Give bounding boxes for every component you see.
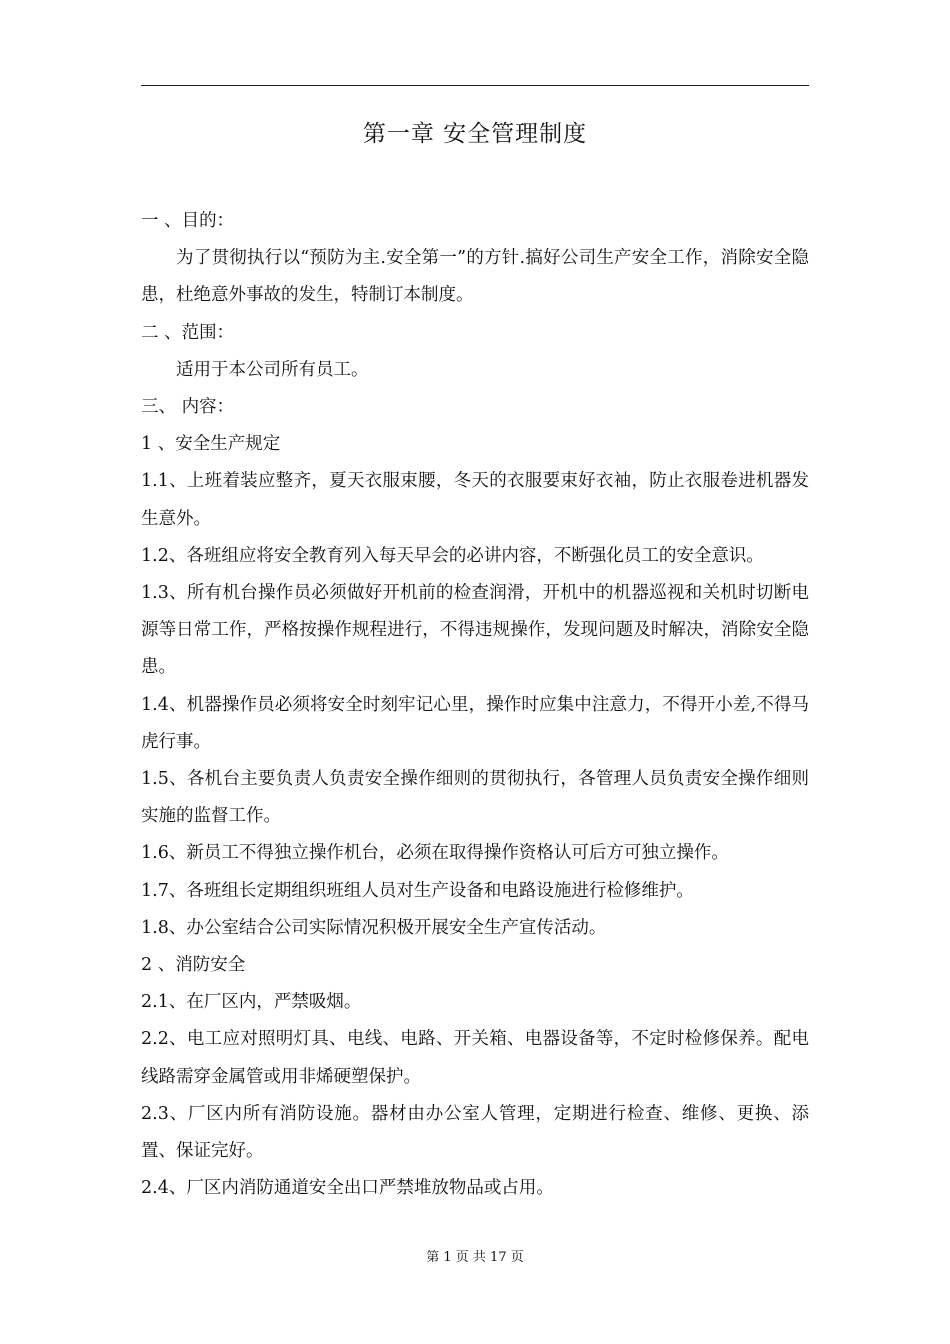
document-body bbox=[141, 203, 809, 1207]
paragraph: 1.4、机器操作员必须将安全时刻牢记心里，操作时应集中注意力，不得开小差,不得马虎行事。 bbox=[141, 694, 809, 752]
paragraph: 2.2、电工应对照明灯具、电线、电路、开关箱、电器设备等，不定时检修保养。配电线路需穿金属管或用非烯硬塑保护。 bbox=[141, 1029, 809, 1087]
paragraph: 1.6、新员工不得独立操作机台，必须在取得操作资格认可后方可独立操作。 bbox=[141, 843, 729, 864]
paragraph: 2.1、在厂区内，严禁吸烟。 bbox=[141, 992, 362, 1013]
paragraph: 1 、安全生产规定 bbox=[141, 434, 281, 455]
page-footer: 第 1 页 共 17 页 bbox=[426, 1250, 524, 1265]
paragraph: 2.3、厂区内所有消防设施。器材由办公室人管理，定期进行检查、维修、更换、添置、保证完好。 bbox=[141, 1103, 809, 1162]
paragraph: 1.3、所有机台操作员必须做好开机前的检查润滑，开机中的机器巡视和关机时切断电源等日常工作，严格按操作规程进行，不得违规操作，发现问题及时解决，消除安全隐患。 bbox=[141, 583, 809, 678]
paragraph: 为了贯彻执行以“预防为主.安全第一”的方针.搞好公司生产安全工作，消除安全隐患，杜绝意外事故的发生，特制订本制度。 bbox=[141, 248, 809, 306]
paragraph: 1.2、各班组应将安全教育列入每天早会的必讲内容，不断强化员工的安全意识。 bbox=[141, 545, 764, 566]
paragraph: 一 、目的： bbox=[141, 211, 235, 231]
paragraph: 适用于本公司所有员工。 bbox=[176, 359, 369, 380]
paragraph: 三、 内容： bbox=[141, 397, 235, 418]
paragraph: 1.7、各班组长定期组织班组人员对生产设备和电路设施进行检修维护。 bbox=[141, 880, 694, 901]
paragraph: 二 、范围： bbox=[141, 322, 235, 343]
paragraph: 1.5、各机台主要负责人负责安全操作细则的贯彻执行，各管理人员负责安全操作细则实施的监督工作。 bbox=[141, 769, 809, 827]
paragraph: 2.4、厂区内消防通道安全出口严禁堆放物品或占用。 bbox=[141, 1178, 554, 1199]
chapter-title: 第一章 安全管理制度 bbox=[362, 121, 588, 147]
paragraph: 1.1、上班着装应整齐，夏天衣服束腰，冬天的衣服要束好衣袖，防止衣服卷进机器发生意外。 bbox=[141, 471, 809, 529]
paragraph: 2 、消防安全 bbox=[141, 955, 246, 976]
header-rule bbox=[141, 85, 809, 86]
paragraph: 1.8、办公室结合公司实际情况积极开展安全生产宣传活动。 bbox=[141, 917, 607, 938]
